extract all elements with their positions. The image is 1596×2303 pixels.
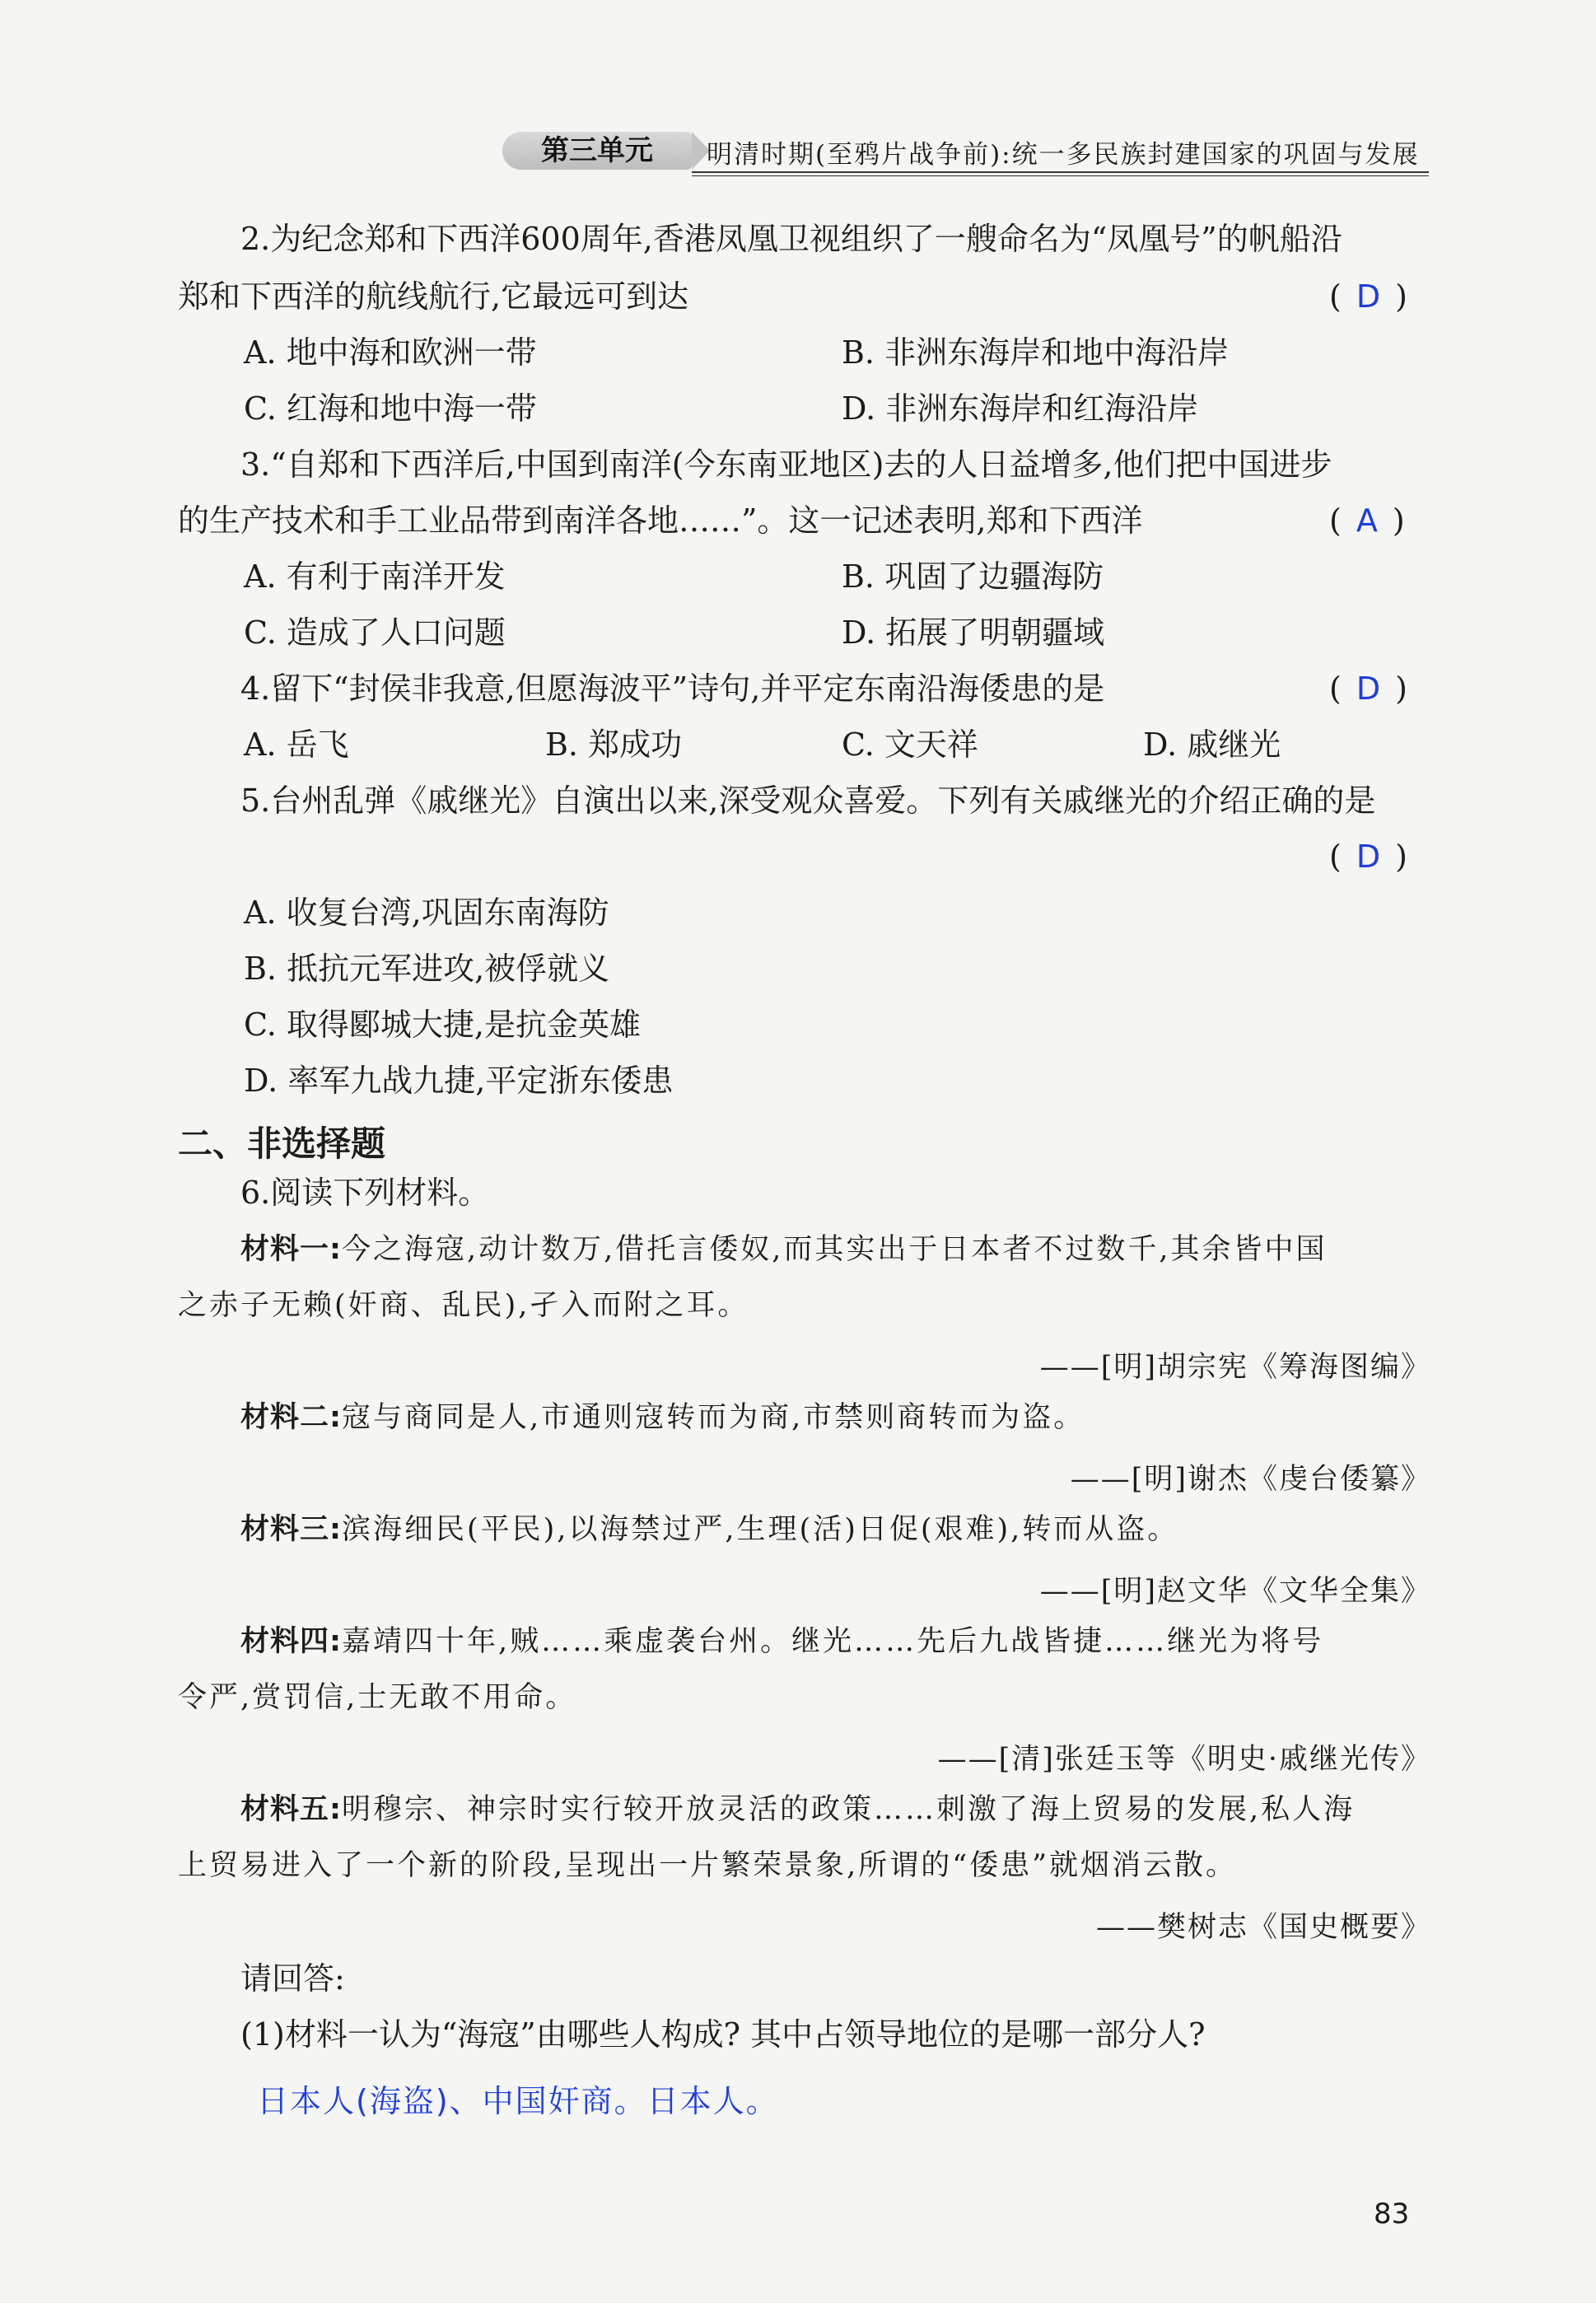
material-4-source: ——[清]张廷玉等《明史·戚继光传》 (937, 1743, 1431, 1776)
q2-option-d: D. 非洲东海岸和红海沿岸 (842, 390, 1199, 427)
q6-intro: 6.阅读下列材料。 (240, 1175, 490, 1211)
q2-answer-letter: D (1356, 278, 1381, 315)
material-5-source: ——樊树志《国史概要》 (1095, 1911, 1431, 1944)
q5-stem: 5.台州乱弹《戚继光》自演出以来,深受观众喜爱。下列有关戚继光的介绍正确的是 (240, 782, 1376, 819)
q4-option-b: B. 郑成功 (545, 726, 683, 763)
q4-stem: 4.留下“封侯非我意,但愿海波平”诗句,并平定东南沿海倭患的是 (240, 670, 1105, 707)
q2-stem-line1: 2.为纪念郑和下西洋600周年,香港凤凰卫视组织了一艘命名为“凤凰号”的帆船沿 (240, 221, 1342, 257)
material-5-label: 材料五: (240, 1793, 342, 1826)
header-rule (692, 171, 1429, 176)
material-1-label: 材料一: (240, 1233, 342, 1266)
material-5-line1 (240, 1792, 1355, 1827)
material-2-source: ——[明]谢杰《虔台倭纂》 (1070, 1463, 1431, 1496)
section-title: 二、非选择题 (178, 1123, 386, 1164)
q3-stem-line2: 的生产技术和手工业品带到南洋各地……”。这一记述表明,郑和下西洋 (178, 502, 1143, 539)
q3-option-d: D. 拓展了明朝疆域 (842, 614, 1105, 651)
material-4-line1 (240, 1624, 1323, 1659)
material-2-label: 材料二: (240, 1401, 342, 1434)
q4-option-d: D. 戚继光 (1143, 726, 1281, 763)
material-4-label: 材料四: (240, 1625, 342, 1658)
q4-option-c: C. 文天祥 (842, 726, 978, 763)
q3-option-c: C. 造成了人口问题 (244, 614, 506, 651)
unit-header (502, 130, 1429, 171)
q5-option-a: A. 收复台湾,巩固东南海防 (244, 895, 609, 931)
material-1-text: 今之海寇,动计数万,借托言倭奴,而其实出于日本者不过数千,其余皆中国 (342, 1233, 1328, 1266)
q4-answer: ( D ) (1329, 670, 1407, 707)
q5-option-c: C. 取得郾城大捷,是抗金英雄 (244, 1007, 641, 1043)
material-1-line2: 之赤子无赖(奸商、乱民),孑入而附之耳。 (178, 1289, 749, 1322)
ask-prompt: 请回答: (240, 1960, 345, 1997)
material-4-line2: 令严,赏罚信,士无敢不用命。 (178, 1681, 577, 1714)
q3-answer: ( A ) (1329, 502, 1405, 539)
material-3-text: 滨海细民(平民),以海禁过严,生理(活)日促(艰难),转而从盗。 (342, 1513, 1179, 1546)
q3-option-a: A. 有利于南洋开发 (244, 558, 506, 595)
unit-badge: 第三单元 (502, 132, 692, 170)
material-1-source: ——[明]胡宗宪《筹海图编》 (1039, 1351, 1431, 1384)
material-5-line2: 上贸易进入了一个新的阶段,呈现出一片繁荣景象,所谓的“倭患”就烟消云散。 (178, 1849, 1238, 1882)
q3-answer-letter: A (1356, 502, 1378, 539)
q2-option-c: C. 红海和地中海一带 (244, 390, 537, 427)
q2-option-a: A. 地中海和欧洲一带 (244, 334, 537, 371)
q4-option-a: A. 岳飞 (244, 726, 349, 763)
q3-option-b: B. 巩固了边疆海防 (842, 558, 1104, 595)
q4-answer-letter: D (1356, 670, 1381, 707)
q5-option-d: D. 率军九战九捷,平定浙东倭患 (244, 1063, 674, 1099)
unit-title: 明清时期(至鸦片战争前):统一多民族封建国家的巩固与发展 (707, 140, 1420, 170)
q2-option-b: B. 非洲东海岸和地中海沿岸 (842, 334, 1230, 371)
q5-option-b: B. 抵抗元军进攻,被俘就义 (244, 951, 610, 987)
page-number: 83 (1374, 2198, 1410, 2231)
q2-answer: ( D ) (1329, 278, 1407, 315)
material-5-text: 明穆宗、神宗时实行较开放灵活的政策……刺激了海上贸易的发展,私人海 (342, 1793, 1356, 1826)
sub-question-1-answer: 日本人(海盗)、中国奸商。日本人。 (257, 2083, 779, 2119)
material-2-text: 寇与商同是人,市通则寇转而为商,市禁则商转而为盗。 (342, 1401, 1085, 1434)
q3-stem-line1: 3.“自郑和下西洋后,中国到南洋(今东南亚地区)去的人日益增多,他们把中国进步 (240, 446, 1332, 483)
material-1-line1 (240, 1232, 1328, 1267)
material-2-line1 (240, 1400, 1085, 1435)
sub-question-1: (1)材料一认为“海寇”由哪些人构成? 其中占领导地位的是哪一部分人? (240, 2016, 1206, 2053)
q5-answer-letter: D (1356, 839, 1381, 875)
material-3-line1 (240, 1512, 1178, 1547)
material-3-source: ——[明]赵文华《文华全集》 (1039, 1575, 1431, 1608)
material-4-text: 嘉靖四十年,贼……乘虚袭台州。继光……先后九战皆捷……继光为将号 (342, 1625, 1324, 1658)
material-3-label: 材料三: (240, 1513, 342, 1546)
q5-answer: ( D ) (1329, 839, 1407, 875)
q2-stem-line2: 郑和下西洋的航线航行,它最远可到达 (178, 278, 689, 315)
